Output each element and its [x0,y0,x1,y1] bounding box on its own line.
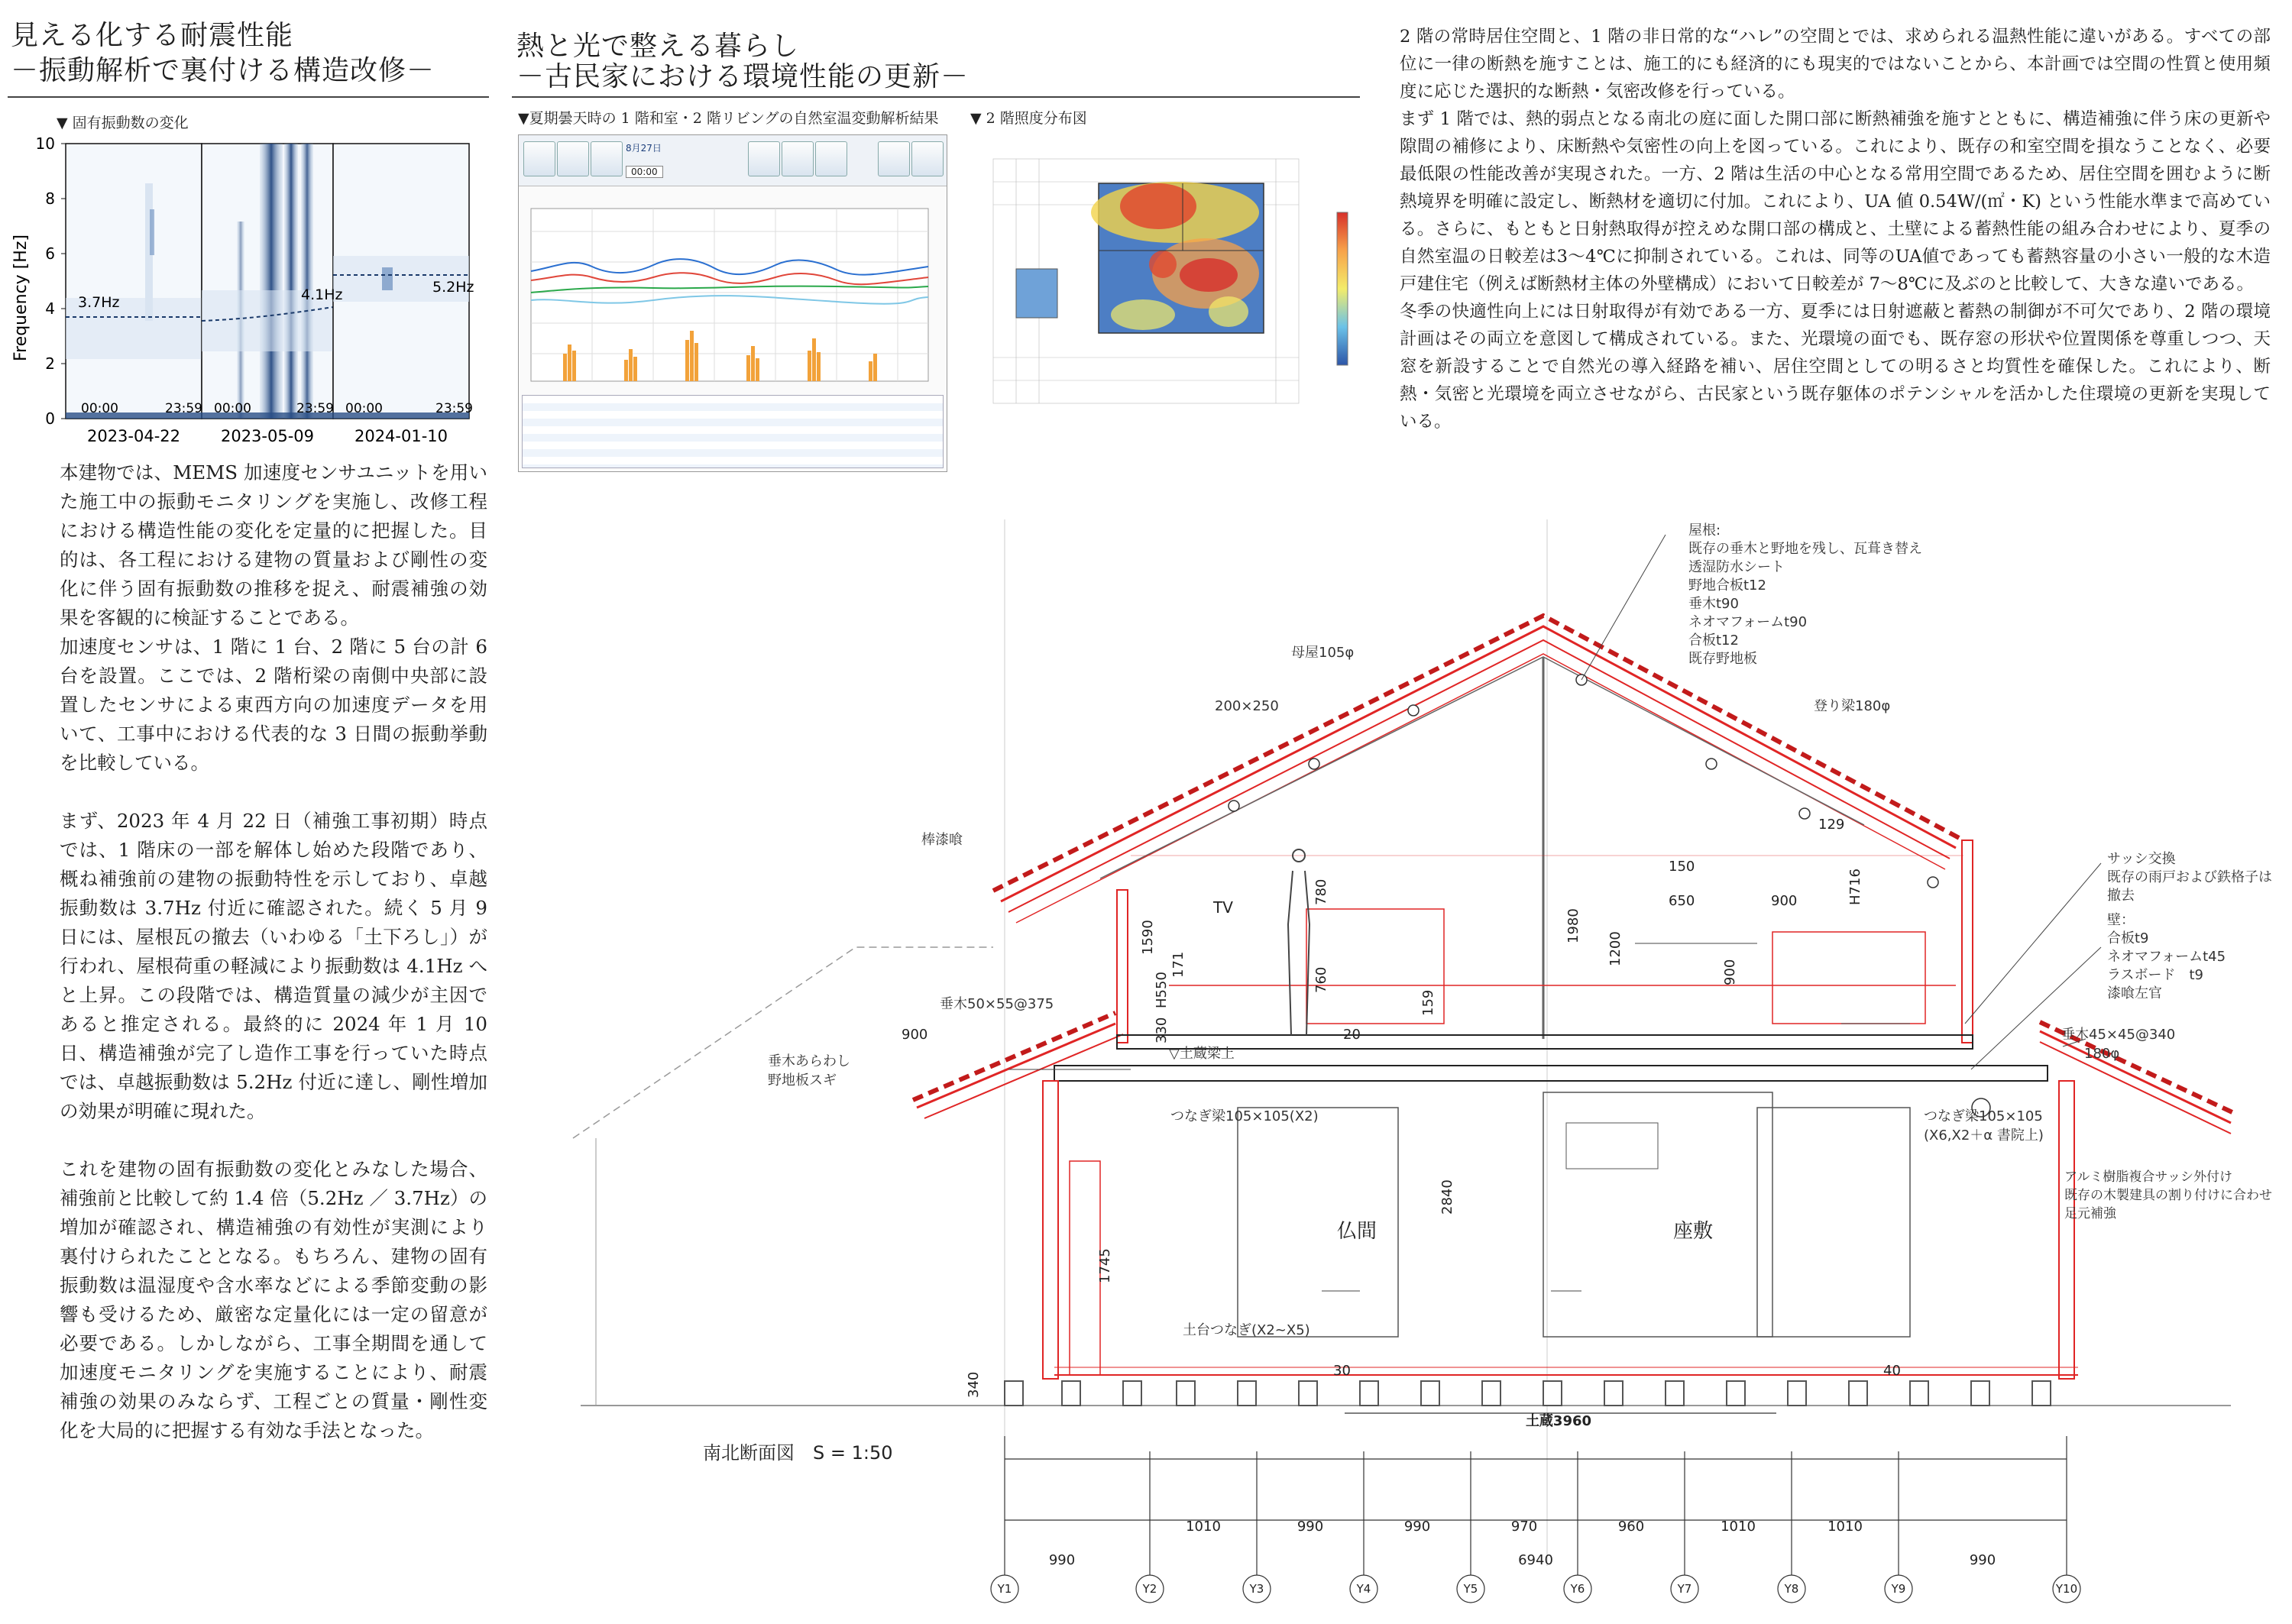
dim-bottom: 970 [1510,1519,1538,1535]
dim-1745: 1745 [1097,1248,1113,1283]
note-200x250: 200×250 [1215,698,1279,714]
dim-bottom: 1010 [1186,1519,1221,1535]
dim-760: 760 [1313,966,1329,993]
dim-900b: 900 [1771,893,1798,909]
sash-note-line: 撤去 [2107,888,2135,904]
simulation-graph [519,201,947,392]
middle-title-line2: －古民家における環境性能の更新－ [516,61,970,92]
panel3-date: 2024-01-10 [354,427,448,445]
note-moya: 母屋105φ [1291,645,1355,661]
right-paragraph-3: 冬季の快適性向上には日射取得が有効である一方、夏季には日射遮蔽と蓄熱の制御が不可欠であり、2 階の環境計画はその両立を意図して構成されている。また、光環境の面でも、既存窓の形状や位置関係を尊重しつつ、天窓を新設することで自然光の導入経路を補い、居住空間としての明るさと均質性を確保した。これにより、断熱・気密と光環境を両立させながら、古民家という既存躯体のポテンシャルを活かした住環境の更新を実現している。 [1400,302,2271,432]
grid-label: Y7 [1677,1582,1692,1596]
grid-label: Y10 [2055,1582,2078,1596]
note-dodai: 土台つなぎ(X2~X5) [1183,1322,1310,1338]
note-nojiita: 野地板スギ [768,1072,837,1089]
wall-note-line: 漆喰左官 [2107,985,2162,1001]
grid-label: Y8 [1784,1582,1799,1596]
panel1-date: 2023-04-22 [86,427,181,445]
dim-bottom: 960 [1617,1519,1645,1535]
dim-total: 6940 [1518,1552,1553,1568]
dim-outer-right: 990 [1969,1552,1996,1568]
dim-30: 30 [1333,1363,1351,1379]
roof-note-line: 垂木t90 [1688,596,1739,612]
frequency-caption: ▼ 固有振動数の変化 [57,115,189,131]
note-tsunagi1: つなぎ梁105×105(X2) [1170,1108,1319,1124]
note-alu [2064,1169,2272,1221]
left-title-line1: 見える化する耐震性能 [11,20,294,51]
roof-note-line: 既存野地板 [1688,651,1757,667]
dim-H550: H550 [1154,972,1170,1008]
middle-title-line1: 熱と光で整える暮らし [516,31,800,62]
frequency-spectrogram [8,130,489,451]
panel2-start: 00:00 [214,401,251,416]
y-tick-label: 2 [45,354,55,373]
note-phi180: 180φ [2084,1046,2120,1062]
panel2-end: 23:59 [296,401,334,416]
peak-label-3: 5.2Hz [432,279,474,296]
left-title-line2: －振動解析で裏付ける構造改修－ [11,55,435,86]
right-paragraph-2: まず 1 階では、熱的弱点となる南北の庭に面した開口部に断熱補強を施すとともに、構造補強に伴う床の更新や隙間の補修により、床断熱や気密性の向上を図っている。これにより、既存の和室空間を損なうことなく、必要最低限の性能改善が実現された。一方、2 階は生活の中心となる常用空間であるため、居住空間を囲むように断熱境界を明確に設定し、断熱材を適切に付加。これにより、UA 値 0.54W/(㎡・K) という性能水準まで高めている。さらに、もともと日射熱取得が控えめな開口部の構成と、土壁による蓄熱性能の組み合わせにより、夏季の自然室温の日較差は3～4℃に抑制されている。これは、同等のUA値であっても蓄熱容量の小さい一般的な木造戸建住宅（例えば断熱材主体の外壁構成）において日較差が 7～8℃に及ぶのと比較して、大きな違いである。 [1400,109,2271,294]
sim-tool-icon [782,141,814,176]
roof-note-line: 屋根: [1688,522,1721,539]
sash-note-line: 既存の雨戸および鉄格子は [2107,869,2272,885]
chart-ylabel: Frequency [Hz] [11,235,31,361]
note-taruki1: 垂木50×55@375 [940,996,1054,1012]
grid-label: Y6 [1570,1582,1585,1596]
panel-1 [66,144,202,419]
sim-tool-icon [815,141,847,176]
dozou-label: 土蔵3960 [1525,1413,1592,1429]
alu-note-line: アルミ樹脂複合サッシ外付け [2064,1169,2232,1185]
dim-171: 171 [1170,951,1186,978]
dim-650: 650 [1669,893,1695,909]
note-noboribari: 登り梁180φ [1814,698,1891,714]
y-tick-label: 0 [45,409,55,428]
dim-1590: 1590 [1140,920,1156,955]
right-body [1400,23,2271,435]
note-bo: 棒漆喰 [921,832,963,848]
grid-label: Y1 [997,1582,1012,1596]
panel1-start: 00:00 [81,401,118,416]
panel3-end: 23:59 [435,401,473,416]
section-title: 南北断面図 S = 1:50 [703,1442,893,1464]
roof-note-line: 透湿防水シート [1688,559,1785,575]
dim-129: 129 [1818,817,1845,833]
grid-label: Y2 [1142,1582,1157,1596]
y-tick-label: 6 [45,244,55,263]
tv-label: TV [1213,898,1233,917]
sim-tool-icon [591,141,623,176]
illuminance-caption: ▼ 2 階照度分布図 [970,110,1087,127]
dim-bottom: 1010 [1721,1519,1756,1535]
dim-1980: 1980 [1565,908,1581,943]
note-dozou-top: ▽土蔵梁上 [1169,1046,1235,1062]
sim-time: 00:00 [626,166,663,178]
sim-tool-icon [557,141,589,176]
grid-label: Y5 [1463,1582,1478,1596]
note-tsunagi2b: (X6,X2＋α 書院上) [1924,1127,2044,1144]
dim-340: 340 [966,1371,982,1398]
dim-150: 150 [1669,859,1695,875]
wall-note-line: ラスボード t9 [2107,967,2203,983]
panel3-start: 00:00 [345,401,383,416]
note-tsunagi2: つなぎ梁105×105 [1924,1108,2043,1124]
grid-label: Y9 [1891,1582,1906,1596]
grid-label: Y3 [1249,1582,1264,1596]
y-tick-label: 8 [45,189,55,208]
wall-note-line: ネオマフォームt45 [2107,949,2226,965]
roof-note-line: ネオマフォームt90 [1688,614,1808,630]
sim-tool-icon [911,141,944,176]
simulation-screenshot [518,134,947,472]
right-paragraph-1: 2 階の常時居住空間と、1 階の非日常的な“ハレ”の空間とでは、求められる温熱性能に違いがある。すべての部位に一律の断熱を施すことは、施工的にも経済的にも現実的ではないことから、本計画では空間の性質と使用頻度に応じた選択的な断熱・気密改修を行っている。 [1400,27,2271,102]
illuminance-map [970,136,1368,426]
dim-outer-left: 990 [1048,1552,1076,1568]
roof-note-line: 既存の垂木と野地を残し、瓦葺き替え [1688,541,1922,557]
left-title-rule [8,96,489,98]
roof-note-line: 野地合板t12 [1688,577,1766,594]
peak-label-2: 4.1Hz [301,286,343,303]
panel2-date: 2023-05-09 [220,427,315,445]
dim-1200: 1200 [1607,931,1624,966]
grid-label: Y4 [1356,1582,1371,1596]
left-paragraph-3: まず、2023 年 4 月 22 日（補強工事初期）時点では、1 階床の一部を解体し始めた段階であり、概ね補強前の建物の振動特性を示しており、卓越振動数は 3.7Hz 付近に確認された。続く 5 月 9 日には、屋根瓦の撤去（いわゆる「土下ろし」）が行われ、屋根荷重の軽減により振動数は 4.1Hz へと上昇。この段階では、構造質量の減少が主因であると推定される。最終的に 2024 年 1 月 10 日、構造補強が完了し造作工事を行っていた時点では、卓越振動数は 5.2Hz 付近に達し、剛性増加の効果が明確に現れた。 [60,810,487,1122]
middle-title-rule [512,96,1360,98]
peak-label-1: 3.7Hz [78,294,120,311]
roof-note-line: 合板t12 [1688,632,1739,649]
note-taruki-arawashi: 垂木あらわし [768,1053,850,1069]
wall-note-line: 壁： [2107,912,2135,928]
note-wall [2107,912,2226,1001]
dim-780: 780 [1313,878,1329,905]
sim-date: 8月27日 [626,143,662,154]
left-paragraph-1: 本建物では、MEMS 加速度センサユニットを用いた施工中の振動モニタリングを実施し、改修工程における構造性能の変化を定量的に把握した。目的は、各工程における建物の質量および剛性の変化に伴う固有振動数の推移を捉え、耐震補強の効果を客観的に検証することである。 [60,461,487,629]
dim-900c: 900 [1722,959,1738,985]
room-butsuma: 仏間 [1337,1220,1377,1243]
left-body [60,458,487,1445]
note-taruki2: 垂木45×45@340 [2061,1027,2176,1043]
panel1-end: 23:59 [165,401,202,416]
note-roof [1688,522,1922,667]
dim-bottom: 990 [1297,1519,1324,1535]
dim-330: 330 [1154,1017,1170,1043]
dim-2840: 2840 [1439,1179,1455,1215]
dim-900a: 900 [902,1027,928,1043]
dim-20: 20 [1343,1027,1361,1043]
room-zashiki: 座敷 [1673,1220,1714,1243]
dim-40: 40 [1883,1363,1901,1379]
simulation-table [522,395,944,468]
sim-tool-icon [523,141,555,176]
sash-note-line: サッシ交換 [2107,851,2176,867]
simulation-toolbar [519,135,947,186]
y-tick-label: 10 [35,134,55,153]
dim-159: 159 [1420,989,1436,1016]
dim-bottom: 1010 [1827,1519,1863,1535]
section-drawing [565,519,2284,1619]
alu-note-line: 既存の木製建具の割り付けに合わせ [2064,1188,2272,1203]
dim-H716: H716 [1847,869,1863,905]
panel-2 [202,144,333,419]
dim-bottom: 990 [1403,1519,1431,1535]
sim-tool-icon [748,141,780,176]
left-paragraph-4: これを建物の固有振動数の変化とみなした場合、補強前と比較して約 1.4 倍（5.2Hz ／ 3.7Hz）の増加が確認され、構造補強の有効性が実測により裏付けられたこととなる。もちろん、建物の固有振動数は温湿度や含水率などによる季節変動の影響も受けるため、厳密な定量化には一定の留意が必要である。しかしながら、工事全期間を通して加速度モニタリングを実施することにより、耐震補強の効果のみならず、工程ごとの質量・剛性変化を大局的に把握する有効な手法となった。 [60,1158,487,1441]
left-paragraph-2: 加速度センサは、1 階に 1 台、2 階に 5 台の計 6 台を設置。ここでは、2 階桁梁の南側中央部に設置したセンサによる東西方向の加速度データを用いて、工事中における代表的な 3 日間の振動挙動を比較している。 [60,636,487,774]
wall-note-line: 合板t9 [2107,930,2149,946]
y-tick-label: 4 [45,299,55,318]
alu-note-line: 足元補強 [2064,1206,2116,1221]
sim-tool-icon [878,141,910,176]
simulation-caption: ▼夏期曇天時の 1 階和室・2 階リビングの自然室温変動解析結果 [518,110,939,127]
note-sash [2107,851,2272,904]
